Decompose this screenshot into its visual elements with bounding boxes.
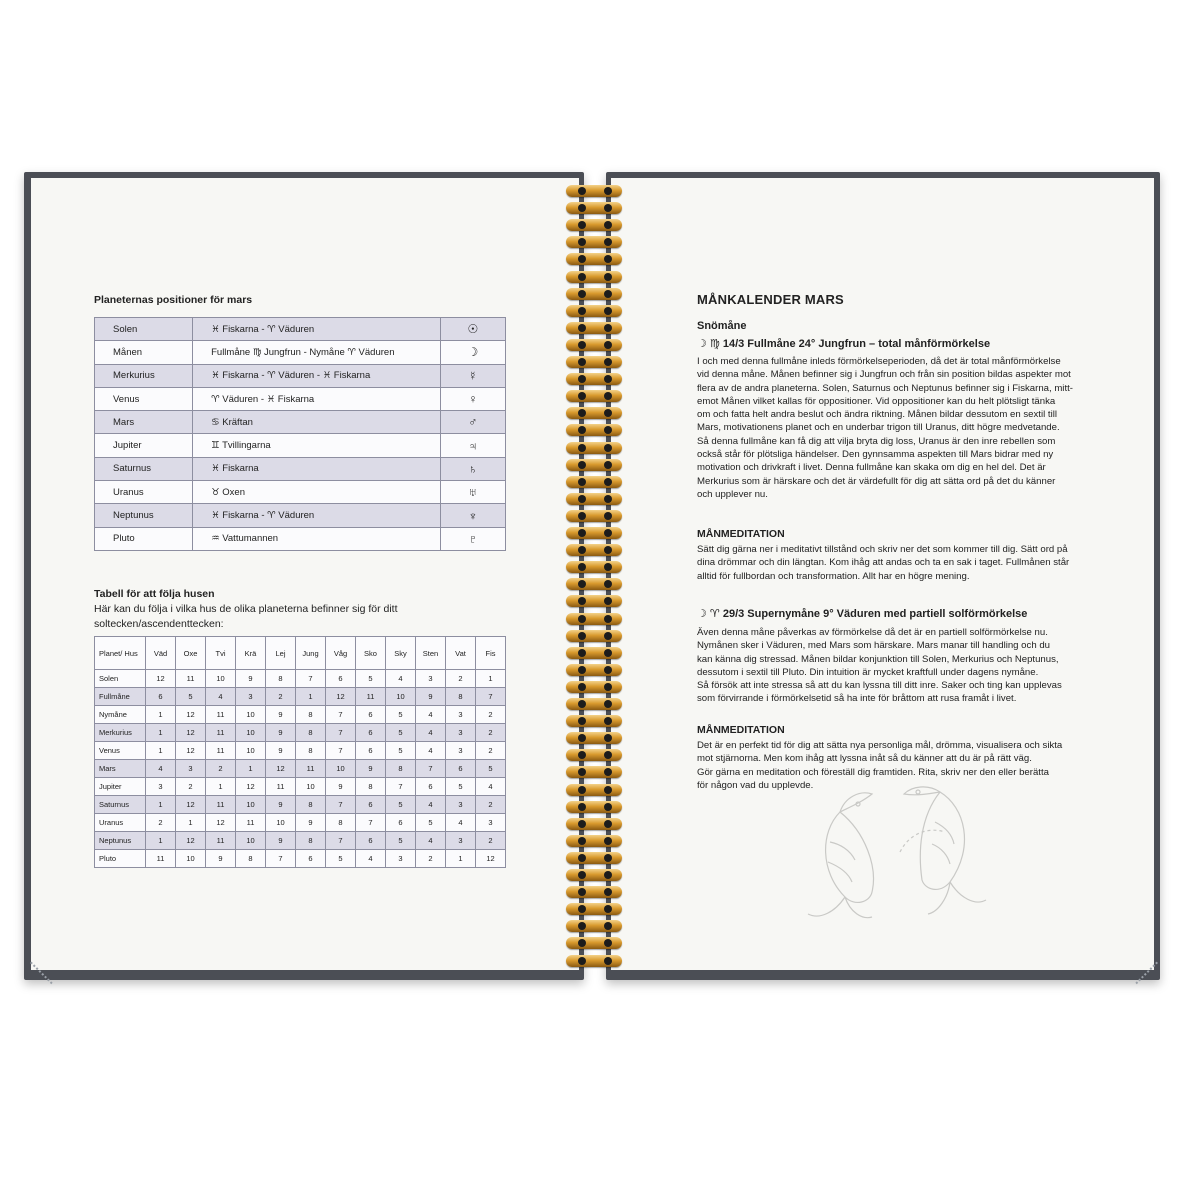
planet-position: ♓ Fiskarna - ♈ Väduren - ♓ Fiskarna (193, 364, 441, 387)
houses-row-label: Venus (95, 742, 146, 760)
spiral-ring (566, 784, 622, 796)
planet-position: ♒ Vattumannen (193, 527, 441, 550)
houses-column-header: Vat (446, 637, 476, 670)
houses-cell: 7 (326, 796, 356, 814)
planet-name: Jupiter (95, 434, 193, 457)
houses-cell: 2 (176, 778, 206, 796)
spiral-ring (566, 459, 622, 471)
spiral-ring (566, 407, 622, 419)
houses-cell: 5 (386, 832, 416, 850)
houses-cell: 1 (206, 778, 236, 796)
position-row (95, 411, 506, 434)
planet-symbol-icon: ♆ (440, 504, 505, 527)
houses-row (95, 742, 506, 760)
houses-cell: 9 (206, 850, 236, 868)
houses-cell: 3 (236, 688, 266, 706)
houses-cell: 4 (416, 742, 446, 760)
houses-cell: 2 (446, 670, 476, 688)
planet-name: Saturnus (95, 457, 193, 480)
houses-cell: 4 (356, 850, 386, 868)
spiral-ring (566, 647, 622, 659)
houses-cell: 4 (476, 778, 506, 796)
text-line: Nymånen sker i Väduren, med Mars som härskare. Mars manar till handling och du (697, 640, 1050, 652)
planet-position: ♓ Fiskarna - ♈ Väduren (193, 318, 441, 341)
houses-cell: 4 (206, 688, 236, 706)
houses-cell: 3 (446, 742, 476, 760)
houses-cell: 4 (416, 832, 446, 850)
houses-row-label: Merkurius (95, 724, 146, 742)
planet-symbol-icon: ♀ (440, 387, 505, 410)
houses-row (95, 724, 506, 742)
spiral-ring (566, 544, 622, 556)
houses-cell: 9 (356, 760, 386, 778)
planet-name: Solen (95, 318, 193, 341)
spiral-ring (566, 390, 622, 402)
houses-header-row (95, 637, 506, 670)
spiral-ring (566, 339, 622, 351)
houses-column-header: Fis (476, 637, 506, 670)
houses-cell: 11 (206, 742, 236, 760)
text-line: också står för plötsliga händelser. Den gynnsamma aspekten till Mars bidrar med ny (697, 449, 1054, 461)
houses-cell: 12 (176, 832, 206, 850)
houses-cell: 1 (476, 670, 506, 688)
planet-position: ♊ Tvillingarna (193, 434, 441, 457)
spiral-binding (560, 185, 630, 975)
houses-row (95, 760, 506, 778)
houses-cell: 11 (206, 706, 236, 724)
houses-cell: 7 (356, 814, 386, 832)
houses-cell: 2 (146, 814, 176, 832)
meditation1-text (697, 543, 1097, 583)
spiral-ring (566, 236, 622, 248)
position-row (95, 364, 506, 387)
houses-cell: 12 (176, 742, 206, 760)
spiral-ring (566, 664, 622, 676)
houses-cell: 5 (446, 778, 476, 796)
houses-row-label: Nymåne (95, 706, 146, 724)
houses-cell: 9 (266, 742, 296, 760)
houses-column-header: Jung (296, 637, 326, 670)
houses-cell: 8 (356, 778, 386, 796)
text-line: Även denna måne påverkas av förmörkelse då det är en partiell solförmörkelse nu. (697, 627, 1048, 638)
houses-cell: 7 (386, 778, 416, 796)
houses-cell: 10 (206, 670, 236, 688)
meditation2-heading: MÅNMEDITATION (697, 724, 785, 736)
text-line: Mars, motivationens planet och en underbar trigon till Uranus, ditt högre medvetande. (697, 422, 1060, 434)
houses-corner-label: Planet/ Hus (95, 637, 146, 670)
houses-cell: 6 (356, 724, 386, 742)
spiral-ring (566, 219, 622, 231)
houses-cell: 10 (386, 688, 416, 706)
houses-cell: 7 (416, 760, 446, 778)
spiral-ring (566, 818, 622, 830)
houses-row (95, 832, 506, 850)
houses-cell: 11 (146, 850, 176, 868)
houses-column-header: Våg (326, 637, 356, 670)
houses-cell: 5 (386, 796, 416, 814)
spiral-ring (566, 253, 622, 265)
houses-cell: 10 (296, 778, 326, 796)
houses-cell: 8 (296, 742, 326, 760)
houses-cell: 1 (146, 796, 176, 814)
spiral-ring (566, 373, 622, 385)
houses-row (95, 850, 506, 868)
spiral-ring (566, 681, 622, 693)
koi-fish-pisces-icon (800, 772, 990, 922)
text-line: emot Månen vilket kallas för oppositioner. Vid oppositioner kan du helt plötsligt tänka (697, 395, 1056, 407)
spiral-ring (566, 271, 622, 283)
houses-cell: 5 (476, 760, 506, 778)
houses-column-header: Sten (416, 637, 446, 670)
houses-cell: 11 (206, 724, 236, 742)
houses-cell: 1 (146, 742, 176, 760)
houses-column-header: Lej (266, 637, 296, 670)
houses-cell: 2 (476, 742, 506, 760)
houses-title: Tabell för att följa husen (94, 588, 215, 600)
spiral-ring (566, 835, 622, 847)
houses-cell: 1 (146, 706, 176, 724)
planet-symbol-icon: ☿ (440, 364, 505, 387)
text-line: flera av de andra planeterna. Solen, Saturnus och Neptunus befinner sig i Fiskarna, mitt- (697, 382, 1073, 394)
houses-cell: 10 (236, 724, 266, 742)
spiral-ring (566, 630, 622, 642)
houses-cell: 6 (356, 706, 386, 724)
houses-cell: 10 (326, 760, 356, 778)
moon-name: Snömåne (697, 320, 747, 332)
planet-name: Månen (95, 341, 193, 364)
houses-column-header: Sko (356, 637, 386, 670)
houses-cell: 12 (266, 760, 296, 778)
houses-column-header: Tvi (206, 637, 236, 670)
spiral-ring (566, 869, 622, 881)
houses-cell: 6 (356, 832, 386, 850)
position-row (95, 434, 506, 457)
houses-cell: 11 (266, 778, 296, 796)
houses-row (95, 688, 506, 706)
houses-cell: 3 (416, 670, 446, 688)
houses-cell: 9 (236, 670, 266, 688)
planet-position: Fullmåne ♍ Jungfrun - Nymåne ♈ Väduren (193, 341, 441, 364)
houses-row-label: Mars (95, 760, 146, 778)
houses-cell: 1 (296, 688, 326, 706)
spiral-ring (566, 578, 622, 590)
houses-cell: 3 (446, 832, 476, 850)
houses-cell: 1 (176, 814, 206, 832)
planet-symbol-icon: ☽ (440, 341, 505, 364)
houses-cell: 5 (326, 850, 356, 868)
spiral-ring (566, 476, 622, 488)
houses-cell: 8 (296, 706, 326, 724)
text-line: Gör gärna en meditation och föreställ dig framtiden. Rita, skriv ner den eller berätta (697, 766, 1049, 778)
houses-cell: 12 (146, 670, 176, 688)
text-line: Sätt dig gärna ner i meditativt tillstånd och skriv ner det som kommer till dig. Sätt ord på (697, 544, 1068, 555)
spiral-ring (566, 442, 622, 454)
planet-name: Neptunus (95, 504, 193, 527)
houses-table (94, 636, 506, 868)
houses-cell: 9 (266, 832, 296, 850)
houses-cell: 4 (416, 724, 446, 742)
houses-cell: 2 (206, 760, 236, 778)
houses-cell: 9 (266, 706, 296, 724)
event2-text (697, 626, 1097, 706)
houses-cell: 8 (326, 814, 356, 832)
text-line: för någon vad du upplevde. (697, 779, 814, 791)
houses-row (95, 778, 506, 796)
spiral-ring (566, 305, 622, 317)
houses-cell: 8 (296, 832, 326, 850)
houses-cell: 5 (176, 688, 206, 706)
houses-cell: 11 (206, 832, 236, 850)
text-line: alltid för fullbordan och transformation. Allt har en högre mening. (697, 570, 970, 582)
planet-name: Mars (95, 411, 193, 434)
text-line: Det är en perfekt tid för dig att sätta nya personliga mål, drömma, visualisera och sikta (697, 740, 1063, 751)
houses-cell: 4 (446, 814, 476, 832)
moon-calendar-title: MÅNKALENDER MARS (697, 292, 844, 307)
houses-cell: 8 (266, 670, 296, 688)
houses-cell: 6 (356, 742, 386, 760)
text-line: Merkurius som är härskare och det är värdefullt för dig att sätta ord på det du känner (697, 475, 1056, 487)
meditation1-heading: MÅNMEDITATION (697, 528, 785, 540)
houses-column-header: Krä (236, 637, 266, 670)
planet-symbol-icon: ☉ (440, 318, 505, 341)
spiral-ring (566, 955, 622, 967)
text-line: vid denna måne. Månen befinner sig i Jungfrun och från sin position bildas aspekter mot (697, 369, 1071, 381)
houses-cell: 5 (386, 742, 416, 760)
houses-cell: 6 (326, 670, 356, 688)
houses-row-label: Fullmåne (95, 688, 146, 706)
spiral-ring (566, 561, 622, 573)
houses-cell: 5 (386, 706, 416, 724)
spiral-ring (566, 749, 622, 761)
text-line: Så denna fullmåne kan få dig att vilja bryta dig loss, Uranus är den inre rebellen som (697, 435, 1056, 447)
houses-cell: 12 (476, 850, 506, 868)
planet-position: ♈ Väduren - ♓ Fiskarna (193, 387, 441, 410)
event1-heading: ☽ ♍ 14/3 Fullmåne 24° Jungfrun – total månförmörkelse (697, 338, 991, 350)
spiral-ring (566, 185, 622, 197)
houses-cell: 8 (296, 724, 326, 742)
houses-row (95, 706, 506, 724)
planet-symbol-icon: ♄ (440, 457, 505, 480)
houses-row (95, 796, 506, 814)
text-line: dessutom i sextil till Pluto. Din intuition är mycket kraftfull under dagens nymåne. (697, 666, 1039, 678)
houses-cell: 12 (326, 688, 356, 706)
houses-cell: 5 (416, 814, 446, 832)
houses-cell: 10 (176, 850, 206, 868)
houses-cell: 6 (386, 814, 416, 832)
spiral-ring (566, 886, 622, 898)
position-row (95, 341, 506, 364)
houses-column-header: Oxe (176, 637, 206, 670)
houses-cell: 7 (326, 832, 356, 850)
houses-cell: 8 (446, 688, 476, 706)
houses-cell: 3 (446, 706, 476, 724)
houses-cell: 8 (236, 850, 266, 868)
planet-name: Merkurius (95, 364, 193, 387)
planet-symbol-icon: ♃ (440, 434, 505, 457)
position-row (95, 387, 506, 410)
position-row (95, 481, 506, 504)
text-line: Så försök att inte stressa så att du kan lyssna till ditt inre. Saker och ting kan upplevas (697, 680, 1062, 692)
houses-cell: 3 (146, 778, 176, 796)
position-row (95, 457, 506, 480)
houses-cell: 7 (326, 706, 356, 724)
planet-position: ♉ Oxen (193, 481, 441, 504)
spiral-ring (566, 937, 622, 949)
houses-cell: 3 (476, 814, 506, 832)
spiral-ring (566, 920, 622, 932)
houses-cell: 9 (266, 724, 296, 742)
houses-cell: 12 (176, 796, 206, 814)
houses-cell: 7 (326, 742, 356, 760)
houses-intro: Här kan du följa i vilka hus de olika planeterna befinner sig för ditt soltecken/ascendenttecken: (94, 603, 398, 630)
houses-cell: 2 (476, 724, 506, 742)
event1-text (697, 355, 1097, 501)
houses-cell: 7 (296, 670, 326, 688)
text-line: som förvirrande i förmörkelsetid så ha inte för bråttom att rusa framåt i livet. (697, 693, 1017, 705)
planet-name: Venus (95, 387, 193, 410)
spiral-ring (566, 493, 622, 505)
houses-row-label: Jupiter (95, 778, 146, 796)
houses-cell: 11 (356, 688, 386, 706)
event2-heading: ☽ ♈ 29/3 Supernymåne 9° Väduren med partiell solförmörkelse (697, 608, 1028, 620)
houses-row-label: Uranus (95, 814, 146, 832)
houses-cell: 3 (446, 796, 476, 814)
houses-cell: 9 (416, 688, 446, 706)
planet-positions-table (94, 317, 506, 551)
houses-cell: 12 (176, 706, 206, 724)
houses-row-label: Pluto (95, 850, 146, 868)
houses-cell: 2 (416, 850, 446, 868)
text-line: och upplever nu. (697, 488, 768, 500)
planet-position: ♓ Fiskarna - ♈ Väduren (193, 504, 441, 527)
houses-cell: 12 (176, 724, 206, 742)
houses-cell: 4 (146, 760, 176, 778)
text-line: I och med denna fullmåne inleds förmörkelseperioden, då det är total månförmörkelse (697, 356, 1061, 367)
houses-cell: 9 (296, 814, 326, 832)
spiral-ring (566, 356, 622, 368)
planet-position: ♓ Fiskarna (193, 457, 441, 480)
houses-cell: 10 (266, 814, 296, 832)
houses-cell: 11 (236, 814, 266, 832)
planet-name: Pluto (95, 527, 193, 550)
houses-cell: 10 (236, 796, 266, 814)
position-row (95, 504, 506, 527)
spiral-ring (566, 288, 622, 300)
text-line: motivation och drivkraft i livet. Denna fullmåne kan skaka om dig en hel del. Det är (697, 462, 1046, 474)
text-line: kan känna dig stressad. Månen bildar konjunktion till Solen, Merkurius och Neptunus, (697, 653, 1059, 665)
houses-cell: 8 (296, 796, 326, 814)
houses-cell: 2 (476, 706, 506, 724)
spiral-ring (566, 202, 622, 214)
spiral-ring (566, 424, 622, 436)
houses-cell: 7 (266, 850, 296, 868)
houses-cell: 12 (236, 778, 266, 796)
houses-cell: 2 (476, 832, 506, 850)
houses-cell: 2 (266, 688, 296, 706)
planet-position: ♋ Kräftan (193, 411, 441, 434)
houses-cell: 11 (176, 670, 206, 688)
houses-column-header: Väd (146, 637, 176, 670)
houses-cell: 10 (236, 742, 266, 760)
spiral-ring (566, 698, 622, 710)
houses-cell: 4 (386, 670, 416, 688)
houses-row (95, 670, 506, 688)
houses-cell: 9 (326, 778, 356, 796)
houses-cell: 10 (236, 706, 266, 724)
houses-cell: 1 (146, 724, 176, 742)
houses-cell: 9 (266, 796, 296, 814)
houses-cell: 3 (446, 724, 476, 742)
houses-cell: 2 (476, 796, 506, 814)
spiral-ring (566, 903, 622, 915)
planet-symbol-icon: ♂ (440, 411, 505, 434)
houses-cell: 3 (386, 850, 416, 868)
houses-cell: 4 (416, 706, 446, 724)
spiral-ring (566, 510, 622, 522)
houses-cell: 6 (146, 688, 176, 706)
planet-symbol-icon: ♅ (440, 481, 505, 504)
houses-cell: 7 (326, 724, 356, 742)
houses-row-label: Neptunus (95, 832, 146, 850)
planet-name: Uranus (95, 481, 193, 504)
houses-cell: 11 (206, 796, 236, 814)
houses-cell: 1 (446, 850, 476, 868)
houses-cell: 6 (416, 778, 446, 796)
houses-cell: 6 (296, 850, 326, 868)
houses-cell: 11 (296, 760, 326, 778)
spiral-ring (566, 322, 622, 334)
houses-cell: 12 (206, 814, 236, 832)
spiral-ring (566, 613, 622, 625)
houses-cell: 10 (236, 832, 266, 850)
houses-cell: 4 (416, 796, 446, 814)
houses-cell: 7 (476, 688, 506, 706)
planet-symbol-icon: ♇ (440, 527, 505, 550)
houses-cell: 8 (386, 760, 416, 778)
positions-title: Planeternas positioner för mars (94, 294, 253, 306)
position-row (95, 527, 506, 550)
spiral-ring (566, 595, 622, 607)
text-line: om och fatta helt andra beslut och ändra riktning. Månen bildar dessutom en sextil till (697, 409, 1057, 421)
houses-cell: 1 (236, 760, 266, 778)
spiral-ring (566, 801, 622, 813)
text-line: mot stjärnorna. Men kom ihåg att lyssna inåt så du känner att du är på rätt väg. (697, 753, 1032, 765)
spiral-ring (566, 732, 622, 744)
position-row (95, 318, 506, 341)
houses-row-label: Solen (95, 670, 146, 688)
houses-cell: 3 (176, 760, 206, 778)
houses-cell: 1 (146, 832, 176, 850)
houses-row (95, 814, 506, 832)
spiral-ring (566, 852, 622, 864)
houses-cell: 5 (386, 724, 416, 742)
houses-cell: 6 (446, 760, 476, 778)
spiral-ring (566, 715, 622, 727)
houses-cell: 5 (356, 670, 386, 688)
houses-cell: 6 (356, 796, 386, 814)
spiral-ring (566, 766, 622, 778)
text-line: dina drömmar och din längtan. Kom ihåg att andas och ta en sak i taget. Fullmånen står (697, 557, 1070, 569)
houses-row-label: Saturnus (95, 796, 146, 814)
spiral-ring (566, 527, 622, 539)
houses-column-header: Sky (386, 637, 416, 670)
